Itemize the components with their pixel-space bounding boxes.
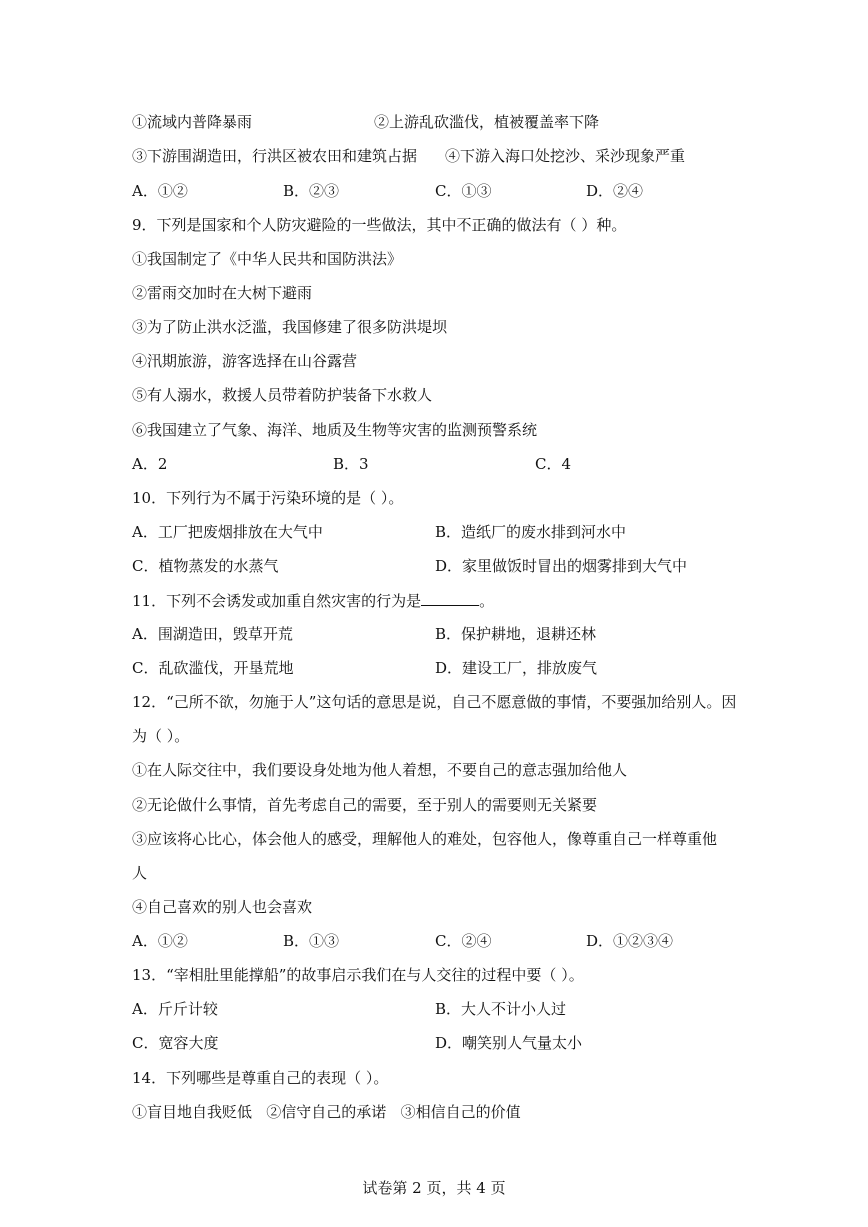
q11-stem-end: 。 <box>479 592 495 610</box>
q9-item-1: ①我国制定了《中华人民共和国防洪法》 <box>132 250 403 268</box>
q11-option-c: C．乱砍滥伐，开垦荒地 <box>132 659 294 677</box>
q10-option-c: C．植物蒸发的水蒸气 <box>132 557 279 575</box>
q12-item-4: ④自己喜欢的别人也会喜欢 <box>132 898 313 916</box>
q13-stem: 13．“宰相肚里能撑船”的故事启示我们在与人交往的过程中要（ ）。 <box>132 966 584 984</box>
q8-item-3: ③下游围湖造田，行洪区被农田和建筑占据 <box>132 147 418 165</box>
q13-option-c: C．宽容大度 <box>132 1034 219 1052</box>
q12-option-c: C．②④ <box>435 932 492 950</box>
q9-item-2: ②雷雨交加时在大树下避雨 <box>132 284 313 302</box>
q12-stem-line2: 为（ ）。 <box>132 727 190 745</box>
q9-stem: 9．下列是国家和个人防灾避险的一些做法，其中不正确的做法有（ ）种。 <box>132 216 627 234</box>
q10-option-b: B．造纸厂的废水排到河水中 <box>435 523 627 541</box>
q8-option-b: B．②③ <box>283 182 340 200</box>
q10-stem: 10．下列行为不属于污染环境的是（ ）。 <box>132 489 404 507</box>
q14-items: ①盲目地自我贬低 ②信守自己的承诺 ③相信自己的价值 <box>132 1103 521 1121</box>
q9-item-4: ④汛期旅游，游客选择在山谷露营 <box>132 352 358 370</box>
q9-option-c: C．4 <box>535 455 572 473</box>
q12-item-3: ③应该将心比心，体会他人的感受，理解他人的难处，包容他人，像尊重自己一样尊重他 <box>132 830 718 848</box>
q12-item-3-cont: 人 <box>132 864 148 882</box>
q13-option-d: D．嘲笑别人气量太小 <box>435 1034 583 1052</box>
q11-option-b: B．保护耕地，退耕还林 <box>435 625 597 643</box>
q9-option-a: A．2 <box>132 455 168 473</box>
q11-stem-text: 11．下列不会诱发或加重自然灾害的行为是 <box>132 592 422 610</box>
q13-option-b: B．大人不计小人过 <box>435 1000 567 1018</box>
q11-stem <box>132 588 494 612</box>
q9-option-b: B．3 <box>333 455 369 473</box>
q13-option-a: A．斤斤计较 <box>132 1000 218 1018</box>
q12-option-a: A．①② <box>132 932 188 950</box>
q9-item-6: ⑥我国建立了气象、海洋、地质及生物等灾害的监测预警系统 <box>132 421 538 439</box>
q11-option-d: D．建设工厂，排放废气 <box>435 659 598 677</box>
q11-option-a: A．围湖造田，毁草开荒 <box>132 625 293 643</box>
q11-answer-blank <box>421 588 479 606</box>
q9-item-3: ③为了防止洪水泛滥，我国修建了很多防洪堤坝 <box>132 318 448 336</box>
q10-option-a: A．工厂把废烟排放在大气中 <box>132 523 323 541</box>
q8-option-d: D．②④ <box>586 182 644 200</box>
q12-option-d: D．①②③④ <box>586 932 674 950</box>
q10-option-d: D．家里做饭时冒出的烟雾排到大气中 <box>435 557 688 575</box>
page-footer: 试卷第 2 页，共 4 页 <box>362 1179 506 1197</box>
q8-item-1: ①流域内普降暴雨 <box>132 113 253 131</box>
q12-stem-line1: 12．“己所不欲，勿施于人”这句话的意思是说，自己不愿意做的事情，不要强加给别人。因 <box>132 693 737 711</box>
q12-item-2: ②无论做什么事情，首先考虑自己的需要，至于别人的需要则无关紧要 <box>132 796 598 814</box>
q9-item-5: ⑤有人溺水，救援人员带着防护装备下水救人 <box>132 386 433 404</box>
q8-item-4: ④下游入海口处挖沙、采沙现象严重 <box>445 147 686 165</box>
q12-option-b: B．①③ <box>283 932 340 950</box>
q12-item-1: ①在人际交往中，我们要设身处地为他人着想，不要自己的意志强加给他人 <box>132 761 628 779</box>
q8-option-c: C．①③ <box>435 182 492 200</box>
q8-item-2: ②上游乱砍滥伐，植被覆盖率下降 <box>374 113 600 131</box>
q8-option-a: A．①② <box>132 182 188 200</box>
q14-stem: 14．下列哪些是尊重自己的表现（ ）。 <box>132 1069 389 1087</box>
